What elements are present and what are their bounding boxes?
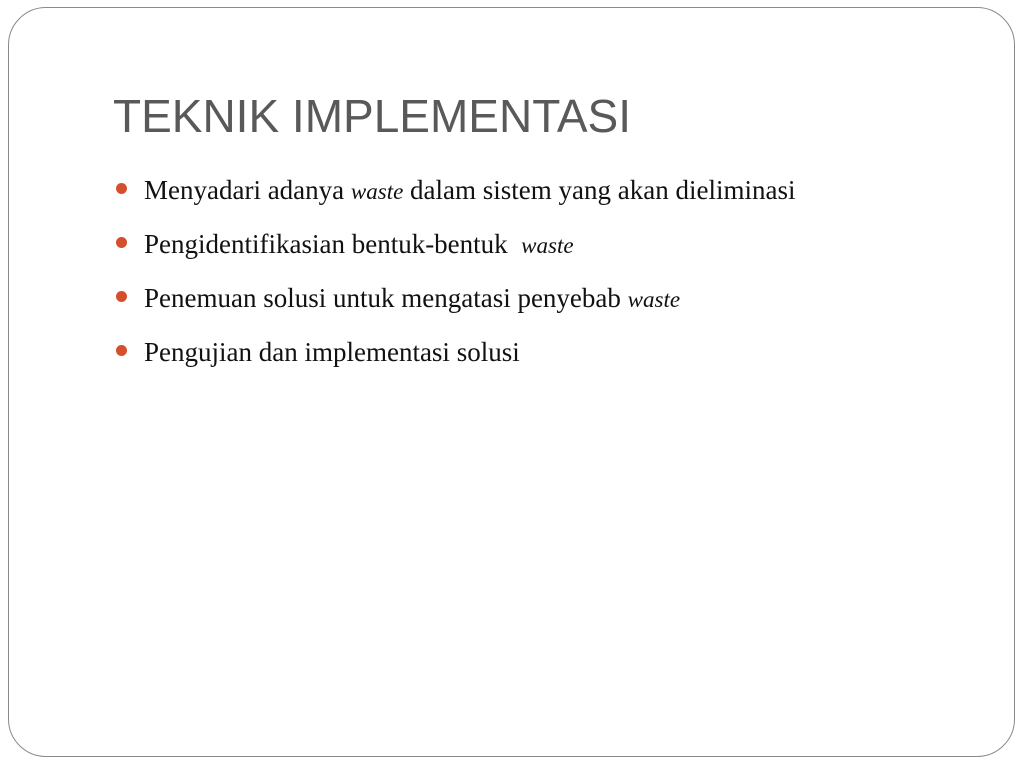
slide-title: TEKNIK IMPLEMENTASI	[113, 90, 632, 142]
bullet-text-plain: Penemuan solusi untuk mengatasi penyebab	[144, 283, 628, 313]
bullet-text	[144, 327, 520, 379]
bullet-text-emphasis: waste	[521, 233, 574, 258]
bullet-text-plain: Pengujian dan implementasi solusi	[144, 337, 520, 367]
bullet-text-plain: Menyadari adanya	[144, 175, 351, 205]
bullet-dot-icon	[116, 237, 127, 248]
bullet-text	[144, 273, 680, 325]
bullet-dot-icon	[116, 345, 127, 356]
bullet-text-plain-after: dalam sistem yang akan dieliminasi	[403, 175, 796, 205]
bullet-text-emphasis: waste	[350, 179, 404, 204]
bullet-dot-icon	[116, 291, 127, 302]
bullet-text	[144, 165, 795, 217]
bullet-text-plain: Pengidentifikasian bentuk-bentuk	[144, 229, 522, 259]
bullet-text-emphasis: waste	[627, 287, 681, 312]
bullet-text	[144, 219, 574, 271]
bullet-dot-icon	[116, 183, 127, 194]
